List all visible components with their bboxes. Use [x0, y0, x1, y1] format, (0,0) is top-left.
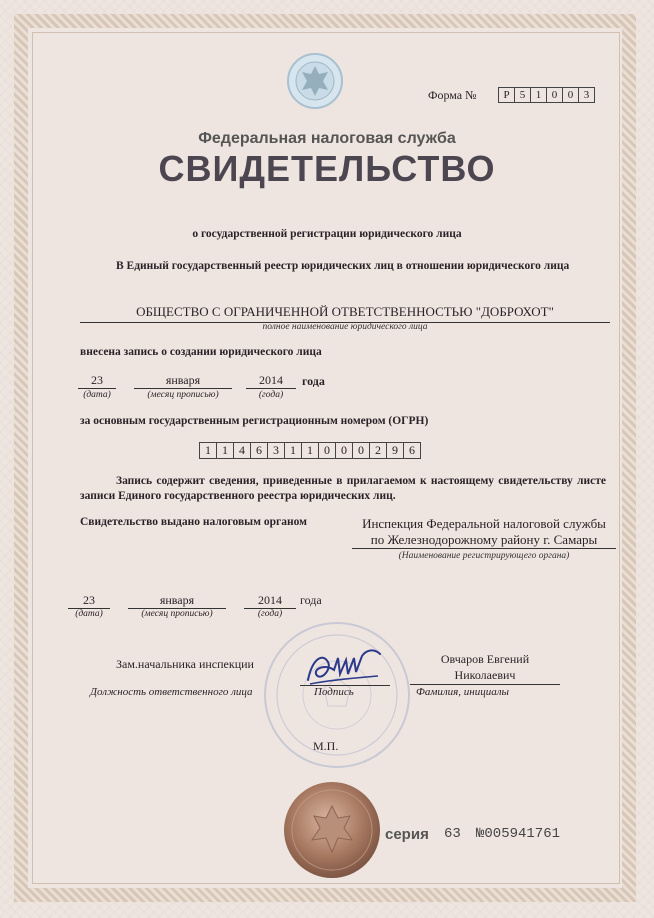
issuer-line-1: Инспекция Федеральной налоговой службы: [362, 516, 606, 531]
ogrn-digit-cell: 3: [268, 442, 285, 459]
company-name-caption: полное наименование юридического лица: [262, 322, 428, 332]
forma-code-cell: Р: [498, 87, 515, 103]
ogrn-digit-cell: 0: [319, 442, 336, 459]
name-caption: Фамилия, инициалы: [416, 686, 509, 698]
date1-year-word: года: [302, 374, 325, 388]
ogrn-label: за основным государственным регистрационным номером (ОГРН): [80, 415, 429, 427]
signer-name: [420, 651, 550, 683]
date1-day: 23: [78, 373, 116, 389]
paragraph-registry: В Единый государственный реестр юридических лиц в отношении юридического лица: [116, 260, 570, 272]
date1-day-caption: (дата): [83, 390, 111, 400]
forma-code-cell: 3: [579, 87, 595, 103]
issuer-name: [352, 516, 616, 548]
entry-made-label: внесена запись о создании юридического лица: [80, 346, 322, 358]
date1-month-caption: (месяц прописью): [147, 390, 219, 400]
service-name: Федеральная налоговая служба: [198, 130, 456, 147]
forma-code-cell: 0: [547, 87, 563, 103]
emblem-icon: [286, 52, 344, 110]
series-number: 63: [444, 826, 461, 842]
issuer-underline: [352, 548, 616, 549]
date2-year: 2014: [244, 593, 296, 609]
ogrn-digit-cell: 1: [199, 442, 217, 459]
ogrn-digit-cell: 6: [251, 442, 268, 459]
date2-month: января: [128, 593, 226, 609]
forma-code-cell: 5: [515, 87, 531, 103]
date1-year-caption: (года): [258, 390, 284, 400]
signer-name-line-2: Николаевич: [454, 668, 516, 682]
signature-caption: Подпись: [314, 686, 354, 698]
ogrn-digit-cell: 1: [302, 442, 319, 459]
date2-day: 23: [68, 593, 110, 609]
ogrn-digit-cell: 4: [234, 442, 251, 459]
date2-day-caption: (дата): [75, 609, 103, 619]
forma-code-cell: 1: [531, 87, 547, 103]
date2-year-word: года: [300, 593, 322, 607]
issuer-caption: (Наименование регистрирующего органа): [398, 551, 570, 561]
document-title: СВИДЕТЕЛЬСТВО: [158, 148, 496, 189]
issuer-line-2: по Железнодорожному району г. Самары: [370, 532, 598, 547]
hologram-seal-icon: [282, 780, 382, 880]
series-label: серия: [385, 826, 429, 843]
ogrn-digit-cell: 9: [387, 442, 404, 459]
date2-year-caption: (года): [257, 609, 283, 619]
ogrn-digit-cell: 6: [404, 442, 421, 459]
date1-month: января: [134, 373, 232, 389]
forma-code-cell: 0: [563, 87, 579, 103]
name-underline: [410, 684, 560, 685]
ogrn-digit-cell: 1: [285, 442, 302, 459]
date1-year: 2014: [246, 373, 296, 389]
position-caption: Должность ответственного лица: [90, 686, 253, 698]
forma-label: Форма №: [428, 88, 477, 102]
date2-month-caption: (месяц прописью): [141, 609, 213, 619]
certificate-number: №005941761: [476, 826, 561, 842]
signer-name-line-1: Овчаров Евгений: [440, 652, 530, 666]
position-title: Зам.начальника инспекции: [116, 657, 254, 671]
forma-code: [498, 87, 595, 103]
ogrn-digit-cell: 0: [353, 442, 370, 459]
ogrn-digit-cell: 0: [336, 442, 353, 459]
paragraph-contents: Запись содержит сведения, приведенные в прилагаемом к настоящему свидетельству листе записи Единого государственного реестра юридических лиц.: [80, 475, 606, 502]
ogrn-number: [199, 442, 421, 459]
ogrn-digit-cell: 2: [370, 442, 387, 459]
company-name: ОБЩЕСТВО С ОГРАНИЧЕННОЙ ОТВЕТСТВЕННОСТЬЮ "ДОБРОХОТ": [80, 304, 610, 323]
seal-place-label: М.П.: [313, 739, 339, 753]
issued-by-label: Свидетельство выдано налоговым органом: [80, 516, 307, 528]
document-subtitle: о государственной регистрации юридического лица: [192, 228, 462, 240]
ogrn-digit-cell: 1: [217, 442, 234, 459]
